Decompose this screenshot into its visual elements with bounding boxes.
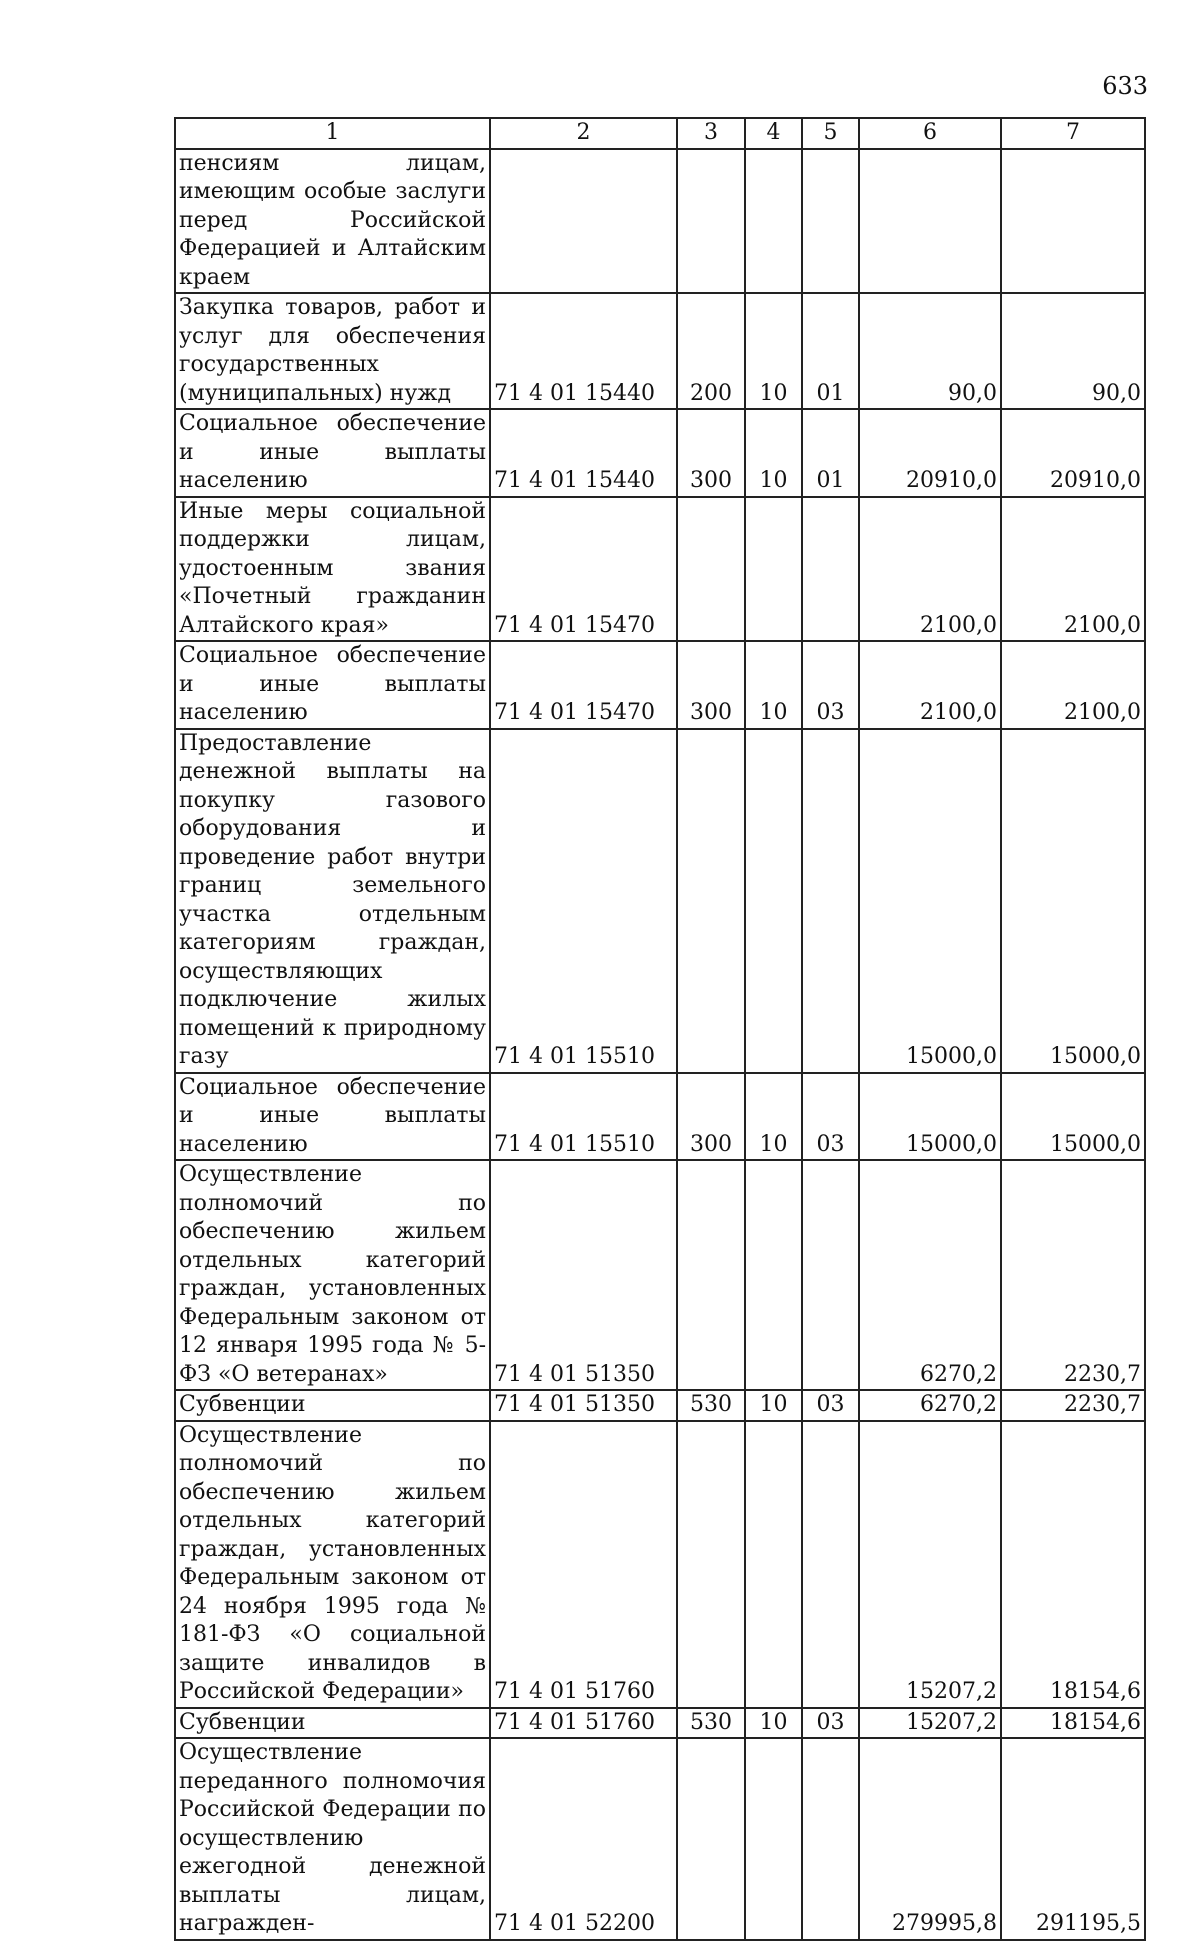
expense-type-code: 200 bbox=[677, 293, 745, 409]
subsection-code bbox=[802, 1160, 859, 1390]
target-article-code: 71 4 01 51760 bbox=[490, 1708, 677, 1739]
amount-col-7: 2230,7 bbox=[1001, 1160, 1145, 1390]
section-code: 10 bbox=[745, 1390, 802, 1421]
amount-col-6: 20910,0 bbox=[859, 409, 1001, 497]
table-row bbox=[175, 149, 1145, 294]
expense-type-code bbox=[677, 729, 745, 1073]
subsection-code: 01 bbox=[802, 293, 859, 409]
table-header-row bbox=[175, 118, 1145, 149]
subsection-code: 03 bbox=[802, 1390, 859, 1421]
subsection-code bbox=[802, 729, 859, 1073]
section-code: 10 bbox=[745, 1708, 802, 1739]
amount-col-6: 279995,8 bbox=[859, 1738, 1001, 1940]
target-article-code: 71 4 01 15470 bbox=[490, 497, 677, 642]
target-article-code: 71 4 01 15440 bbox=[490, 409, 677, 497]
row-description: Осуществление переданного полномочия Российской Федерации по осуществлению ежегодной денежной выплаты лицам, награжден- bbox=[175, 1738, 490, 1940]
expense-type-code: 530 bbox=[677, 1390, 745, 1421]
amount-col-7: 15000,0 bbox=[1001, 1073, 1145, 1161]
amount-col-6: 90,0 bbox=[859, 293, 1001, 409]
table-row bbox=[175, 641, 1145, 729]
table-row bbox=[175, 729, 1145, 1073]
amount-col-7: 15000,0 bbox=[1001, 729, 1145, 1073]
table-row bbox=[175, 409, 1145, 497]
section-code: 10 bbox=[745, 293, 802, 409]
row-description: Иные меры социальной поддержки лицам, удостоенным звания «Почетный гражданин Алтайского края» bbox=[175, 497, 490, 642]
amount-col-7: 2100,0 bbox=[1001, 497, 1145, 642]
table-row bbox=[175, 1073, 1145, 1161]
subsection-code bbox=[802, 149, 859, 294]
amount-col-6: 6270,2 bbox=[859, 1160, 1001, 1390]
subsection-code: 01 bbox=[802, 409, 859, 497]
column-header: 1 bbox=[175, 118, 490, 149]
column-header: 2 bbox=[490, 118, 677, 149]
column-header: 5 bbox=[802, 118, 859, 149]
subsection-code bbox=[802, 1421, 859, 1708]
budget-table bbox=[174, 117, 1146, 1941]
amount-col-6: 6270,2 bbox=[859, 1390, 1001, 1421]
table-row bbox=[175, 293, 1145, 409]
amount-col-6: 15000,0 bbox=[859, 729, 1001, 1073]
column-header: 6 bbox=[859, 118, 1001, 149]
target-article-code: 71 4 01 15470 bbox=[490, 641, 677, 729]
target-article-code: 71 4 01 15510 bbox=[490, 729, 677, 1073]
row-description: Осуществление полномочий по обеспечению жильем отдельных категорий граждан, установленных Федеральным законом от 24 ноября 1995 года № 181-ФЗ «О социальной защите инвалидов в Российской Федерации» bbox=[175, 1421, 490, 1708]
target-article-code: 71 4 01 15440 bbox=[490, 293, 677, 409]
column-header: 7 bbox=[1001, 118, 1145, 149]
expense-type-code: 300 bbox=[677, 1073, 745, 1161]
table-row bbox=[175, 497, 1145, 642]
amount-col-6: 2100,0 bbox=[859, 641, 1001, 729]
table-row bbox=[175, 1708, 1145, 1739]
amount-col-7: 20910,0 bbox=[1001, 409, 1145, 497]
row-description: Социальное обеспечение и иные выплаты населению bbox=[175, 641, 490, 729]
row-description: Субвенции bbox=[175, 1708, 490, 1739]
expense-type-code bbox=[677, 1160, 745, 1390]
expense-type-code bbox=[677, 1421, 745, 1708]
subsection-code: 03 bbox=[802, 1073, 859, 1161]
row-description: Субвенции bbox=[175, 1390, 490, 1421]
section-code bbox=[745, 149, 802, 294]
expense-type-code bbox=[677, 1738, 745, 1940]
amount-col-7: 2100,0 bbox=[1001, 641, 1145, 729]
amount-col-7: 18154,6 bbox=[1001, 1708, 1145, 1739]
subsection-code: 03 bbox=[802, 1708, 859, 1739]
section-code bbox=[745, 1421, 802, 1708]
section-code bbox=[745, 497, 802, 642]
table-row bbox=[175, 1421, 1145, 1708]
row-description: Осуществление полномочий по обеспечению жильем отдельных категорий граждан, установленных Федеральным законом от 12 января 1995 года № 5-ФЗ «О ветеранах» bbox=[175, 1160, 490, 1390]
amount-col-6: 2100,0 bbox=[859, 497, 1001, 642]
amount-col-6: 15000,0 bbox=[859, 1073, 1001, 1161]
subsection-code bbox=[802, 497, 859, 642]
section-code: 10 bbox=[745, 409, 802, 497]
column-header: 3 bbox=[677, 118, 745, 149]
subsection-code bbox=[802, 1738, 859, 1940]
column-header: 4 bbox=[745, 118, 802, 149]
table-row bbox=[175, 1390, 1145, 1421]
amount-col-6 bbox=[859, 149, 1001, 294]
section-code: 10 bbox=[745, 641, 802, 729]
table-body bbox=[175, 149, 1145, 1940]
subsection-code: 03 bbox=[802, 641, 859, 729]
target-article-code: 71 4 01 51350 bbox=[490, 1390, 677, 1421]
amount-col-7: 2230,7 bbox=[1001, 1390, 1145, 1421]
amount-col-6: 15207,2 bbox=[859, 1708, 1001, 1739]
expense-type-code bbox=[677, 497, 745, 642]
amount-col-7: 18154,6 bbox=[1001, 1421, 1145, 1708]
amount-col-7: 291195,5 bbox=[1001, 1738, 1145, 1940]
target-article-code: 71 4 01 51760 bbox=[490, 1421, 677, 1708]
expense-type-code: 300 bbox=[677, 641, 745, 729]
table-row bbox=[175, 1160, 1145, 1390]
amount-col-7 bbox=[1001, 149, 1145, 294]
table-row bbox=[175, 1738, 1145, 1940]
expense-type-code bbox=[677, 149, 745, 294]
expense-type-code: 300 bbox=[677, 409, 745, 497]
row-description: пенсиям лицам, имеющим особые заслуги перед Российской Федерацией и Алтайским краем bbox=[175, 149, 490, 294]
section-code bbox=[745, 1160, 802, 1390]
row-description: Закупка товаров, работ и услуг для обеспечения государственных (муниципальных) нужд bbox=[175, 293, 490, 409]
expense-type-code: 530 bbox=[677, 1708, 745, 1739]
page-number: 633 bbox=[1102, 72, 1148, 100]
section-code bbox=[745, 1738, 802, 1940]
row-description: Социальное обеспечение и иные выплаты населению bbox=[175, 1073, 490, 1161]
target-article-code: 71 4 01 15510 bbox=[490, 1073, 677, 1161]
row-description: Социальное обеспечение и иные выплаты населению bbox=[175, 409, 490, 497]
section-code bbox=[745, 729, 802, 1073]
section-code: 10 bbox=[745, 1073, 802, 1161]
target-article-code: 71 4 01 51350 bbox=[490, 1160, 677, 1390]
target-article-code: 71 4 01 52200 bbox=[490, 1738, 677, 1940]
target-article-code bbox=[490, 149, 677, 294]
row-description: Предоставление денежной выплаты на покупку газового оборудования и проведение работ внутри границ земельного участка отдельным категориям граждан, осуществляющих подключение жилых помещений к природному газу bbox=[175, 729, 490, 1073]
amount-col-7: 90,0 bbox=[1001, 293, 1145, 409]
amount-col-6: 15207,2 bbox=[859, 1421, 1001, 1708]
